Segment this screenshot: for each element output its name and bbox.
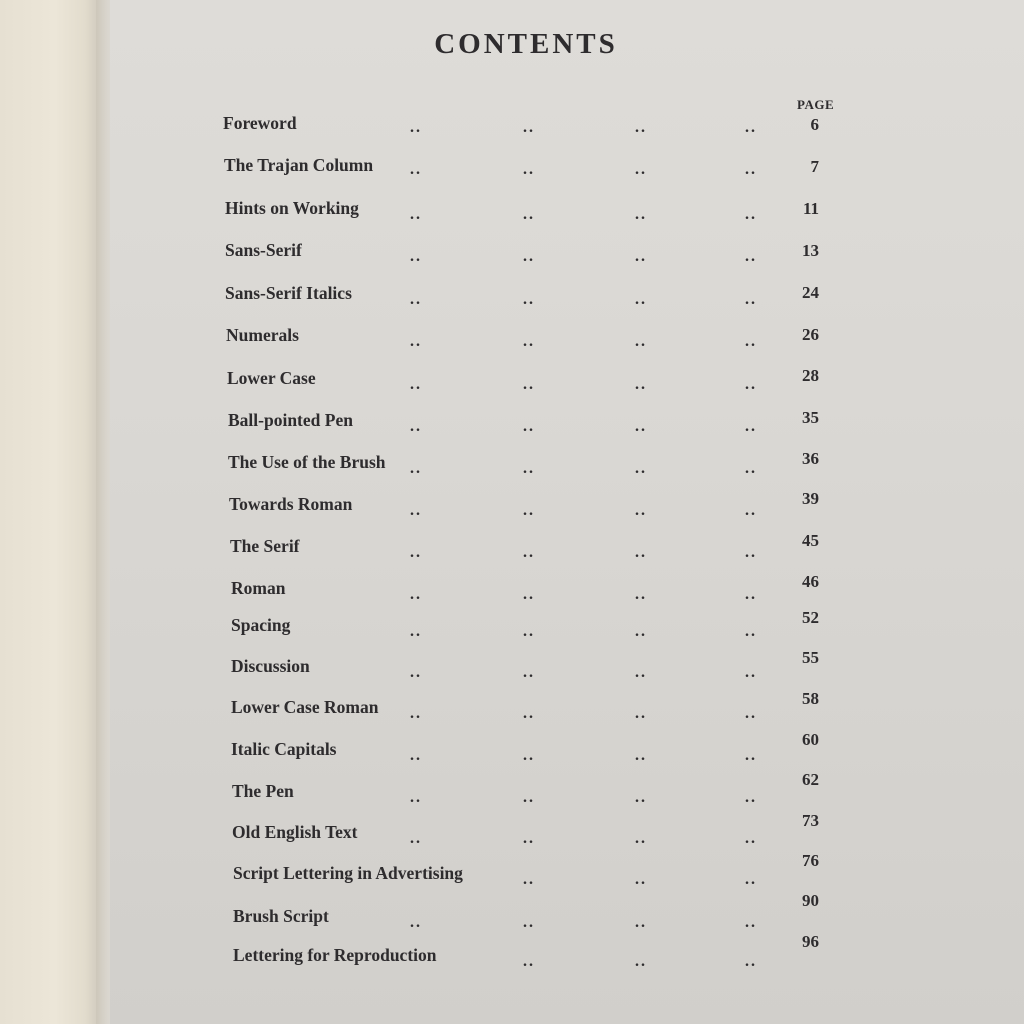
toc-entry-title: Script Lettering in Advertising — [233, 863, 463, 883]
toc-entry-page-number: 39 — [802, 489, 819, 508]
dot-leader: .. — [523, 623, 535, 640]
dot-leader: .. — [410, 291, 422, 308]
dot-leader: .. — [745, 418, 757, 435]
toc-entry-page-number: 7 — [810, 157, 819, 176]
dot-leader: .. — [745, 871, 757, 888]
dot-leader: .. — [410, 248, 422, 265]
toc-entry-title: Foreword — [223, 113, 297, 133]
toc-entry-title: The Trajan Column — [224, 155, 374, 175]
dot-leader: .. — [523, 418, 535, 435]
dot-leader: .. — [523, 248, 535, 265]
dot-leader: .. — [410, 333, 422, 350]
dot-leader: .. — [523, 161, 535, 178]
toc-entry-title: The Pen — [232, 781, 294, 801]
dot-leader: .. — [523, 376, 535, 393]
dot-leader: .. — [635, 747, 647, 764]
dot-leader: .. — [410, 830, 422, 847]
dot-leader: .. — [410, 161, 422, 178]
dot-leader: .. — [410, 623, 422, 640]
dot-leader: .. — [523, 705, 535, 722]
dot-leader: .. — [635, 502, 647, 519]
dot-leader: .. — [410, 544, 422, 561]
toc-entry-page-number: 62 — [802, 770, 819, 789]
toc-entry-page-number: 52 — [802, 608, 819, 627]
toc-entry-page-number: 36 — [802, 449, 819, 468]
dot-leader: .. — [745, 914, 757, 931]
toc-entry-page-number: 13 — [802, 241, 819, 260]
dot-leader: .. — [523, 871, 535, 888]
dot-leader: .. — [745, 664, 757, 681]
toc-entry-title: Old English Text — [232, 822, 358, 842]
dot-leader: .. — [635, 248, 647, 265]
dot-leader: .. — [745, 544, 757, 561]
toc-entry-page-number: 46 — [802, 572, 819, 591]
toc-entry-title: Ball-pointed Pen — [228, 410, 353, 430]
dot-leader: .. — [523, 206, 535, 223]
dot-leader: .. — [745, 502, 757, 519]
toc-entry-page-number: 58 — [802, 689, 819, 708]
toc-entry-page-number: 26 — [802, 325, 819, 344]
dot-leader: .. — [410, 460, 422, 477]
toc-entry-page-number: 60 — [802, 730, 819, 749]
dot-leader: .. — [410, 664, 422, 681]
toc-entry-page-number: 24 — [802, 283, 819, 302]
toc-entry-page-number: 6 — [810, 115, 819, 134]
dot-leader: .. — [745, 333, 757, 350]
dot-leader: .. — [745, 705, 757, 722]
dot-leader: .. — [523, 664, 535, 681]
toc-entry-page-number: 45 — [802, 531, 819, 550]
dot-leader: .. — [410, 376, 422, 393]
dot-leader: .. — [523, 544, 535, 561]
dot-leader: .. — [523, 333, 535, 350]
dot-leader: .. — [523, 830, 535, 847]
toc-entry-page-number: 96 — [802, 932, 819, 951]
toc-entry-title: Lower Case — [227, 368, 316, 388]
dot-leader: .. — [635, 206, 647, 223]
toc-entry-title: The Serif — [230, 536, 300, 556]
toc-entry-title: Italic Capitals — [231, 739, 337, 759]
dot-leader: .. — [635, 119, 647, 136]
page-title: CONTENTS — [434, 28, 618, 60]
dot-leader: .. — [410, 747, 422, 764]
dot-leader: .. — [410, 206, 422, 223]
toc-entry-title: Spacing — [231, 615, 291, 635]
dot-leader: .. — [635, 914, 647, 931]
dot-leader: .. — [410, 586, 422, 603]
toc-entry-page-number: 76 — [802, 851, 819, 870]
dot-leader: .. — [410, 705, 422, 722]
dot-leader: .. — [635, 586, 647, 603]
dot-leader: .. — [745, 206, 757, 223]
toc-entry-page-number: 55 — [802, 648, 819, 667]
dot-leader: .. — [410, 418, 422, 435]
toc-entry-page-number: 35 — [802, 408, 819, 427]
dot-leader: .. — [523, 502, 535, 519]
dot-leader: .. — [523, 914, 535, 931]
dot-leader: .. — [410, 789, 422, 806]
dot-leader: .. — [745, 953, 757, 970]
dot-leader: .. — [635, 460, 647, 477]
dot-leader: .. — [523, 953, 535, 970]
dot-leader: .. — [745, 623, 757, 640]
dot-leader: .. — [635, 664, 647, 681]
dot-leader: .. — [410, 502, 422, 519]
dot-leader: .. — [635, 623, 647, 640]
dot-leader: .. — [410, 119, 422, 136]
dot-leader: .. — [635, 376, 647, 393]
dot-leader: .. — [745, 747, 757, 764]
toc-entry-title: Towards Roman — [229, 494, 353, 514]
toc-entry-title: Numerals — [226, 325, 299, 345]
toc-entry-title: Sans-Serif — [225, 240, 302, 260]
toc-entry-page-number: 28 — [802, 366, 819, 385]
left-page — [0, 0, 100, 1024]
dot-leader: .. — [523, 586, 535, 603]
dot-leader: .. — [745, 376, 757, 393]
dot-leader: .. — [635, 333, 647, 350]
dot-leader: .. — [523, 291, 535, 308]
toc-entry-page-number: 73 — [802, 811, 819, 830]
toc-entry-title: Roman — [231, 578, 286, 598]
dot-leader: .. — [745, 789, 757, 806]
dot-leader: .. — [523, 747, 535, 764]
dot-leader: .. — [635, 871, 647, 888]
dot-leader: .. — [745, 161, 757, 178]
dot-leader: .. — [523, 789, 535, 806]
toc-entry-page-number: 11 — [802, 199, 819, 218]
toc-entry-title: Brush Script — [233, 906, 329, 926]
dot-leader: .. — [635, 953, 647, 970]
dot-leader: .. — [635, 161, 647, 178]
toc-entry-title: Hints on Working — [225, 198, 359, 218]
dot-leader: .. — [410, 914, 422, 931]
toc-entry-title: The Use of the Brush — [228, 452, 386, 472]
dot-leader: .. — [635, 705, 647, 722]
dot-leader: .. — [635, 830, 647, 847]
dot-leader: .. — [523, 119, 535, 136]
dot-leader: .. — [635, 789, 647, 806]
toc-entry-page-number: 90 — [802, 891, 819, 910]
toc-entry-title: Lower Case Roman — [231, 697, 379, 717]
page-column-header: PAGE — [797, 97, 835, 112]
toc-entry-title: Sans-Serif Italics — [225, 283, 352, 303]
dot-leader: .. — [745, 586, 757, 603]
dot-leader: .. — [745, 248, 757, 265]
dot-leader: .. — [745, 830, 757, 847]
dot-leader: .. — [635, 418, 647, 435]
dot-leader: .. — [745, 291, 757, 308]
dot-leader: .. — [745, 119, 757, 136]
toc-entry-title: Lettering for Reproduction — [233, 945, 437, 965]
dot-leader: .. — [745, 460, 757, 477]
dot-leader: .. — [635, 291, 647, 308]
dot-leader: .. — [523, 460, 535, 477]
toc-entry-title: Discussion — [231, 656, 310, 676]
dot-leader: .. — [635, 544, 647, 561]
